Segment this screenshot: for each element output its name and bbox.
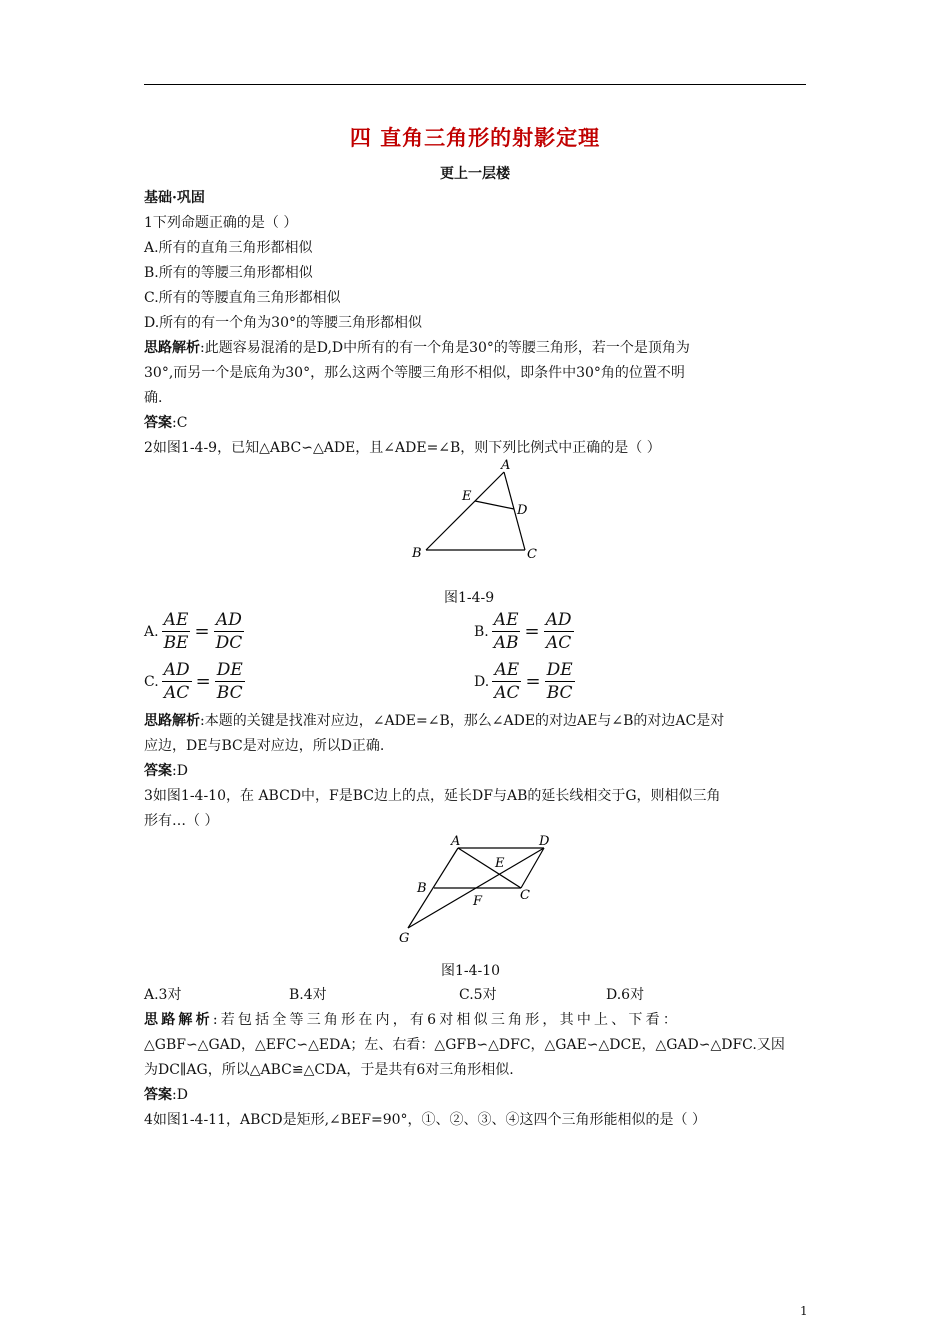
analysis-label: 思路解析 [144,340,200,356]
equals-sign: = [525,671,541,692]
q3-stem-line-1: 3如图1-4-10，在 ABCD中，F是BC边上的点，延长DF与AB的延长线相交于G，则相似三角 [144,788,721,804]
q2-answer [144,761,188,781]
answer-value: :D [172,763,188,779]
denominator: AB [493,633,519,653]
denominator: BC [546,683,573,703]
denominator: BE [163,633,189,653]
label-f: F [473,894,483,909]
numerator: AE [493,610,519,630]
q1-analysis-line-2: 30°,而另一个是底角为30°，那么这两个等腰三角形不相似，即条件中30°角的位置不明 [144,365,685,381]
denominator: AC [163,683,190,703]
q1-option-d: D.所有的有一个角为30°的等腰三角形都相似 [144,315,422,331]
figure-caption-1-4-10: 图1-4-10 [441,963,501,979]
q1-stem: 1下列命题正确的是（ ） [144,215,298,231]
label-d: D [517,503,528,518]
numerator: AD [163,660,190,680]
q3-stem-line-2: 形有…（ ） [144,813,219,829]
q2-option-c [144,659,245,704]
answer-label: 答案 [144,1087,172,1103]
q3-answer [144,1085,188,1105]
fraction-left [162,609,191,654]
numerator: AD [215,610,242,630]
label-c: C [520,888,530,903]
fraction-right [214,609,245,654]
section-heading: 基础·巩固 [144,190,205,206]
analysis-text: :若包括全等三角形在内，有6对相似三角形，其中上、下看： [212,1012,681,1028]
option-letter: B. [474,623,489,640]
label-a: A [451,834,461,849]
label-c: C [527,547,537,562]
numerator: AE [163,610,189,630]
segment-ed [475,501,514,509]
numerator: AD [545,610,572,630]
page-subtitle: 更上一层楼 [440,166,510,182]
page-title: 四 直角三角形的射影定理 [349,125,601,150]
q2-stem: 2如图1-4-9，已知△ABC∽△ADE，且∠ADE=∠B，则下列比例式中正确的是（ ） [144,440,661,456]
q2-option-d [474,659,575,704]
q2-analysis-line-2: 应边，DE与BC是对应边，所以D正确. [144,738,385,754]
analysis-label: 思路解析 [144,1012,213,1028]
q3-option-a: A.3对 [144,987,182,1003]
answer-label: 答案 [144,763,172,779]
denominator: AC [494,683,520,703]
option-letter: D. [474,673,490,690]
numerator: AE [494,660,520,680]
header-rule [144,84,806,85]
page-number: 1 [800,1304,808,1318]
q3-analysis-line-1 [144,1010,680,1030]
denominator: AC [545,633,572,653]
label-e: E [462,489,472,504]
q3-analysis-line-3: 为DC∥AG，所以△ABC≌△CDA，于是共有6对三角形相似. [144,1062,514,1078]
q3-analysis-line-2: △GBF∽△GAD，△EFC∽△EDA；左、右看：△GFB∽△DFC，△GAE∽△DCE，△GAD∽△DFC.又因 [144,1037,785,1053]
q3-option-b: B.4对 [289,987,327,1003]
q1-option-b: B.所有的等腰三角形都相似 [144,265,313,281]
analysis-label: 思路解析 [144,713,200,729]
numerator: DE [546,660,573,680]
fraction-right [544,609,574,654]
q1-option-a: A.所有的直角三角形都相似 [144,240,313,256]
fraction-right [545,659,575,704]
q1-analysis-line-3: 确. [144,390,163,406]
fraction-left [162,659,192,704]
analysis-text: :本题的关键是找准对应边，∠ADE=∠B，那么∠ADE的对边AE与∠B的对边AC是对 [200,713,725,729]
q3-option-d: D.6对 [606,987,645,1003]
q3-option-c: C.5对 [459,987,497,1003]
q1-option-c: C.所有的等腰直角三角形都相似 [144,290,341,306]
numerator: DE [216,660,243,680]
label-b: B [412,546,422,561]
label-e: E [495,856,505,871]
analysis-text: :此题容易混淆的是D,D中所有的有一个角是30°的等腰三角形，若一个是顶角为 [200,340,690,356]
segment-ac [458,848,521,888]
fraction-right [215,659,245,704]
q1-analysis-line-1 [144,338,690,358]
answer-value: :C [172,415,188,431]
label-a: A [501,458,511,473]
label-g: G [399,931,410,946]
q1-answer [144,413,187,433]
q4-stem: 4如图1-4-11，ABCD是矩形,∠BEF=90°，①、②、③、④这四个三角形能相似的是（ ） [144,1112,706,1128]
answer-label: 答案 [144,415,172,431]
segment-ab [426,472,504,550]
equals-sign: = [195,671,211,692]
q2-option-b [474,609,574,654]
q2-analysis-line-1 [144,711,724,731]
figure-caption-1-4-9: 图1-4-9 [444,590,495,606]
answer-value: :D [172,1087,188,1103]
option-letter: C. [144,673,159,690]
label-b: B [417,881,427,896]
q2-option-a [144,609,244,654]
fraction-left [492,609,521,654]
fraction-left [492,659,521,704]
figure-1-4-9 [400,455,550,567]
denominator: DC [215,633,243,653]
figure-1-4-10 [393,827,563,949]
equals-sign: = [194,621,210,642]
equals-sign: = [524,621,540,642]
label-d: D [539,834,550,849]
option-letter: A. [144,623,159,640]
segment-dc [521,848,544,888]
denominator: BC [216,683,243,703]
